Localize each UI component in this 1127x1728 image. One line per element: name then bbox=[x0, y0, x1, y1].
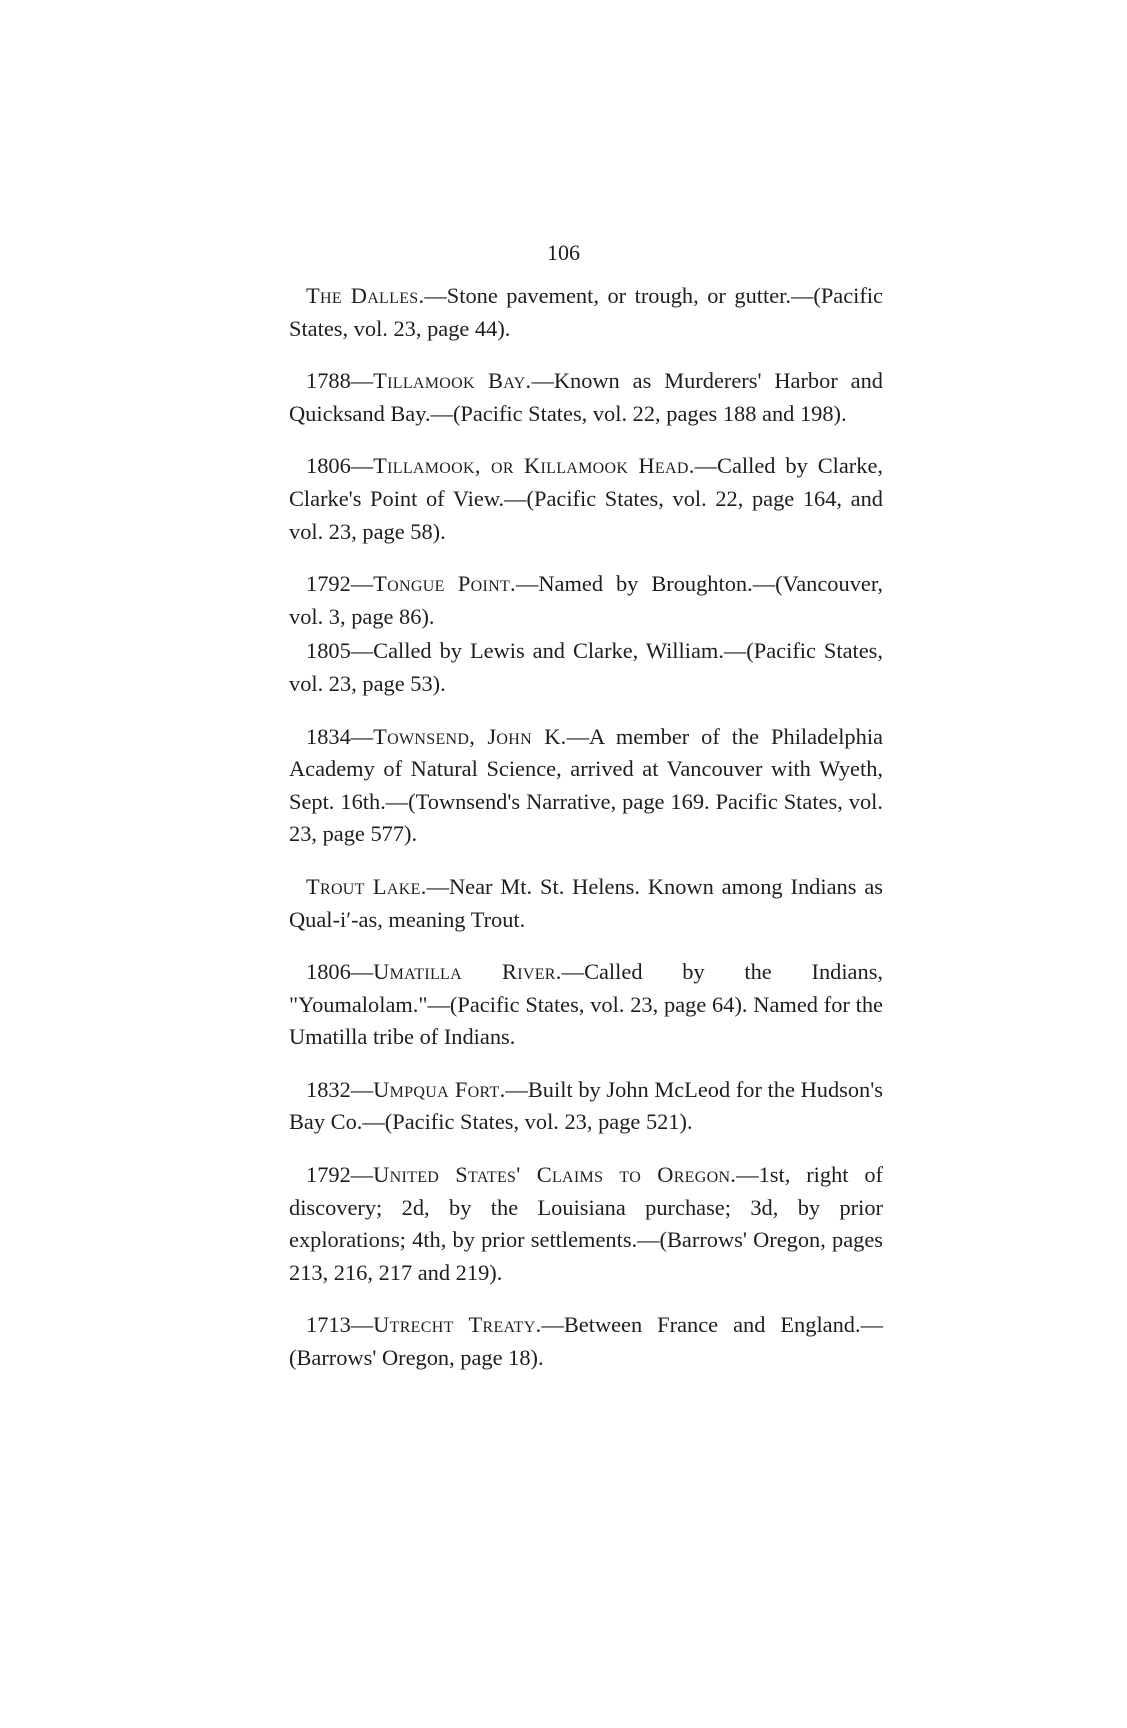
entry-year: 1806— bbox=[306, 453, 374, 479]
entry-text: —A member of the Philadelphia Academy of Natural Science, arrived at Vancouver with Wyeth, Sept. 16th.—(Townsend's Narrative, page 169. Pacific States, vol. 23, page 577). bbox=[289, 723, 883, 847]
entry-year: 1788— bbox=[306, 368, 374, 394]
entry-text: —Built by John McLeod for the Hudson's Bay Co.—(Pacific States, vol. 23, page 521). bbox=[289, 1076, 884, 1135]
entry-name: Utrecht Treaty. bbox=[373, 1312, 542, 1338]
entry-townsend-john bbox=[289, 721, 883, 851]
entry-trout-lake bbox=[289, 871, 883, 936]
entry-name: United States' Claims to Oregon. bbox=[373, 1162, 737, 1188]
entry-year: 1792— bbox=[306, 1162, 374, 1188]
entry-tongue-point bbox=[289, 568, 883, 633]
entry-year: 1792— bbox=[306, 571, 374, 597]
entry-umatilla-river bbox=[289, 956, 883, 1054]
entry-year: 1834— bbox=[306, 723, 374, 749]
entry-utrecht-treaty bbox=[289, 1309, 883, 1374]
entry-text: —Called by the Indians, "Youmalolam."—(Pacific States, vol. 23, page 64). Named for the Umatilla tribe of Indians. bbox=[289, 959, 884, 1050]
entry-umpqua-fort bbox=[289, 1074, 883, 1139]
entry-name: Umpqua Fort. bbox=[373, 1076, 506, 1102]
entry-united-states-claims bbox=[289, 1159, 883, 1289]
entry-text: —Near Mt. St. Helens. Known among Indians as Qual-i′-as, meaning Trout. bbox=[289, 873, 883, 932]
entry-year: 1805— bbox=[306, 638, 374, 664]
entry-text: —Stone pavement, or trough, or gutter.—(Pacific States, vol. 23, page 44). bbox=[289, 283, 883, 341]
entry-text: —Between France and England.—(Barrows' Oregon, page 18). bbox=[289, 1312, 883, 1371]
entry-name: Tongue Point. bbox=[373, 571, 516, 597]
entry-text: —Called by Clarke, Clarke's Point of View.—(Pacific States, vol. 22, page 164, and vol. 23, page 58). bbox=[289, 453, 883, 544]
entry-year: 1832— bbox=[306, 1076, 374, 1102]
entry-name: Tillamook Bay. bbox=[373, 368, 532, 394]
entry-the-dalles bbox=[289, 280, 883, 345]
entry-text: —Known as Murderers' Harbor and Quicksand Bay.—(Pacific States, vol. 22, pages 188 and 198). bbox=[289, 368, 884, 426]
entry-tillamook-bay bbox=[289, 365, 883, 430]
entry-text: —Named by Broughton.—(Vancouver, vol. 3, page 86). bbox=[289, 571, 883, 629]
entry-name: Tillamook, or Killamook Head. bbox=[373, 453, 695, 479]
entry-name: Umatilla River. bbox=[373, 959, 562, 985]
entry-name: Townsend, John K. bbox=[373, 723, 567, 749]
entry-text: Called by Lewis and Clarke, William.—(Pacific States, vol. 23, page 53). bbox=[289, 638, 883, 696]
entry-text: —1st, right of discovery; 2d, by the Louisiana purchase; 3d, by prior explorations; 4th, by prior settlements.—(Barrows' Oregon, pages 213, 216, 217 and 219). bbox=[289, 1162, 883, 1285]
entry-tongue-point-1805 bbox=[289, 635, 883, 700]
entry-name: The Dalles. bbox=[306, 283, 425, 308]
text-column bbox=[289, 280, 883, 1395]
entry-name: Trout Lake. bbox=[306, 873, 427, 899]
page-number: 106 bbox=[547, 240, 580, 265]
entry-year: 1806— bbox=[306, 959, 374, 985]
entry-tillamook-head bbox=[289, 450, 883, 548]
entry-year: 1713— bbox=[306, 1312, 374, 1338]
